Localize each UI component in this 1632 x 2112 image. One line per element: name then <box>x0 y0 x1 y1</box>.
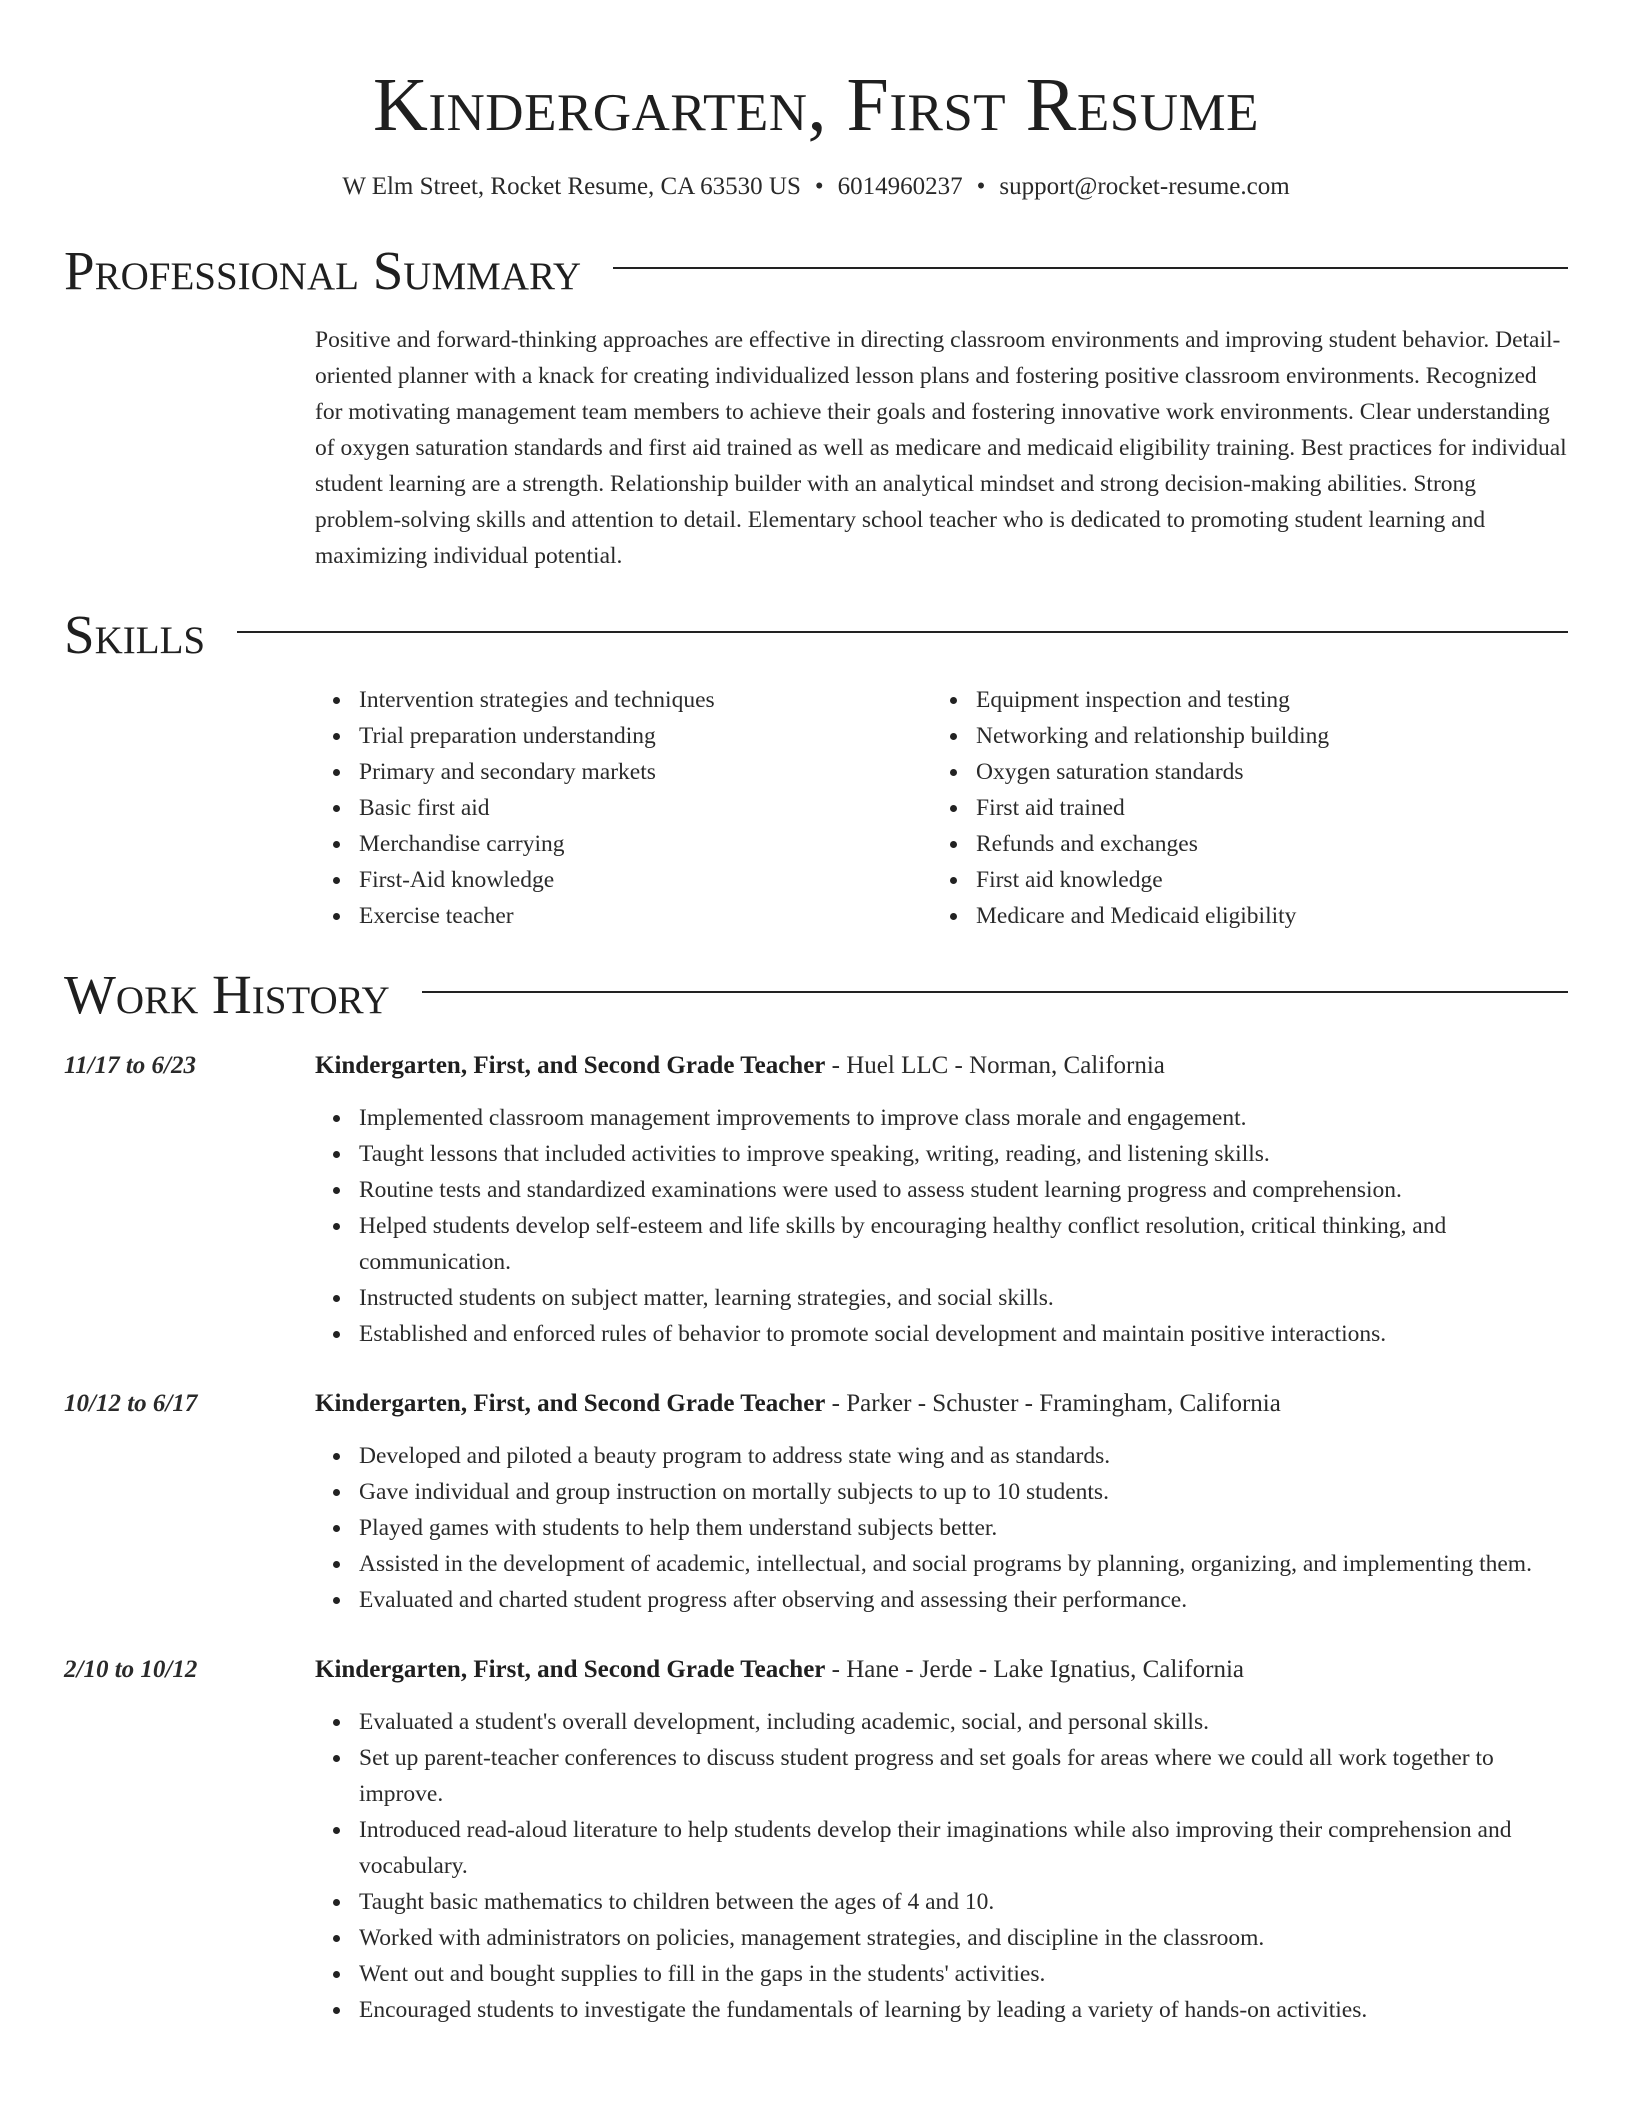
job-title: Kindergarten, First, and Second Grade Teacher <box>315 1052 826 1079</box>
job-duty: Played games with students to help them understand subjects better. <box>315 1510 1568 1546</box>
contact-separator: • <box>814 173 824 200</box>
job-duties <box>315 1438 1568 1618</box>
job-dates: 11/17 to 6/23 <box>64 1052 196 1079</box>
job-duty: Assisted in the development of academic, intellectual, and social programs by planning, organizing, and implementing them. <box>315 1546 1568 1582</box>
job-duty: Gave individual and group instruction on mortally subjects to up to 10 students. <box>315 1474 1568 1510</box>
skill-item: Trial preparation understanding <box>315 718 932 754</box>
job-dates: 10/12 to 6/17 <box>64 1390 198 1417</box>
section-divider <box>237 631 1568 633</box>
job-employer: - Huel LLC - Norman, California <box>825 1052 1165 1079</box>
skills-list <box>315 682 1568 934</box>
skills-section-title: Skills <box>64 604 206 665</box>
skill-item: Refunds and exchanges <box>932 826 1549 862</box>
job-title: Kindergarten, First, and Second Grade Teacher <box>315 1656 826 1683</box>
job-employer: - Parker - Schuster - Framingham, California <box>825 1390 1281 1417</box>
job-header <box>64 1386 1568 1422</box>
summary-text: Positive and forward-thinking approaches are effective in directing classroom environments and improving student behavior. Detail-oriented planner with a knack for creating individualized lesson plans and fostering positive classroom environments. Recognized for motivating management team members to achieve their goals and fostering innovative work environments. Clear understanding of oxygen saturation standards and first aid trained as well as medicare and medicaid eligibility training. Best practices for individual student learning are a strength. Relationship builder with an analytical mindset and strong decision-making abilities. Strong problem-solving skills and attention to detail. Elementary school teacher who is dedicated to promoting student learning and maximizing individual potential. <box>315 327 1567 569</box>
contact-email: support@rocket-resume.com <box>999 173 1290 200</box>
job-employer: - Hane - Jerde - Lake Ignatius, California <box>825 1656 1244 1683</box>
skill-item: First aid knowledge <box>932 862 1549 898</box>
job-duty: Implemented classroom management improvements to improve class morale and engagement. <box>315 1100 1568 1136</box>
job-entry <box>64 1048 1568 1352</box>
job-duties <box>315 1704 1568 2028</box>
job-duty: Worked with administrators on policies, management strategies, and discipline in the classroom. <box>315 1920 1568 1956</box>
job-dates: 2/10 to 10/12 <box>64 1656 198 1683</box>
job-header <box>64 1048 1568 1084</box>
job-duty: Established and enforced rules of behavior to promote social development and maintain positive interactions. <box>315 1316 1568 1352</box>
skill-item: First-Aid knowledge <box>315 862 932 898</box>
skill-item: Intervention strategies and techniques <box>315 682 932 718</box>
job-duties <box>315 1100 1568 1352</box>
skill-item: Networking and relationship building <box>932 718 1549 754</box>
skills-column-left <box>315 682 932 934</box>
job-duty: Instructed students on subject matter, learning strategies, and social skills. <box>315 1280 1568 1316</box>
job-duty: Evaluated and charted student progress after observing and assessing their performance. <box>315 1582 1568 1618</box>
summary-section-header <box>64 240 1568 302</box>
job-duty: Helped students develop self-esteem and life skills by encouraging healthy conflict resolution, critical thinking, and communication. <box>315 1208 1568 1280</box>
job-duty: Evaluated a student's overall development, including academic, social, and personal skills. <box>315 1704 1568 1740</box>
contact-separator: • <box>976 173 986 200</box>
contact-line <box>64 170 1568 204</box>
job-duty: Taught lessons that included activities to improve speaking, writing, reading, and listening skills. <box>315 1136 1568 1172</box>
contact-address: W Elm Street, Rocket Resume, CA 63530 US <box>342 173 801 200</box>
job-duty: Developed and piloted a beauty program to address state wing and as standards. <box>315 1438 1568 1474</box>
skill-item: Equipment inspection and testing <box>932 682 1549 718</box>
job-header <box>64 1652 1568 1688</box>
job-duty: Taught basic mathematics to children between the ages of 4 and 10. <box>315 1884 1568 1920</box>
skills-section-header <box>64 604 1568 666</box>
work-section-title: Work History <box>64 964 390 1025</box>
job-duty: Introduced read-aloud literature to help students develop their imaginations while also improving their comprehension and vocabulary. <box>315 1812 1568 1884</box>
contact-phone: 6014960237 <box>837 173 963 200</box>
job-duty: Went out and bought supplies to fill in the gaps in the students' activities. <box>315 1956 1568 1992</box>
job-entry <box>64 1386 1568 1618</box>
job-duty: Routine tests and standardized examinations were used to assess student learning progress and comprehension. <box>315 1172 1568 1208</box>
resume-name: Kindergarten, First Resume <box>373 63 1259 147</box>
job-duty: Set up parent-teacher conferences to discuss student progress and set goals for areas where we could all work together to improve. <box>315 1740 1568 1812</box>
skills-column-right <box>932 682 1549 934</box>
section-divider <box>613 267 1568 269</box>
skill-item: Merchandise carrying <box>315 826 932 862</box>
work-section-header <box>64 964 1568 1026</box>
skill-item: Basic first aid <box>315 790 932 826</box>
skill-item: Medicare and Medicaid eligibility <box>932 898 1549 934</box>
skill-item: Exercise teacher <box>315 898 932 934</box>
skill-item: Primary and secondary markets <box>315 754 932 790</box>
skill-item: Oxygen saturation standards <box>932 754 1549 790</box>
job-title: Kindergarten, First, and Second Grade Teacher <box>315 1390 826 1417</box>
job-duty: Encouraged students to investigate the fundamentals of learning by leading a variety of hands-on activities. <box>315 1992 1568 2028</box>
section-divider <box>422 991 1568 993</box>
job-entry <box>64 1652 1568 2028</box>
summary-section-title: Professional Summary <box>64 240 582 301</box>
skill-item: First aid trained <box>932 790 1549 826</box>
